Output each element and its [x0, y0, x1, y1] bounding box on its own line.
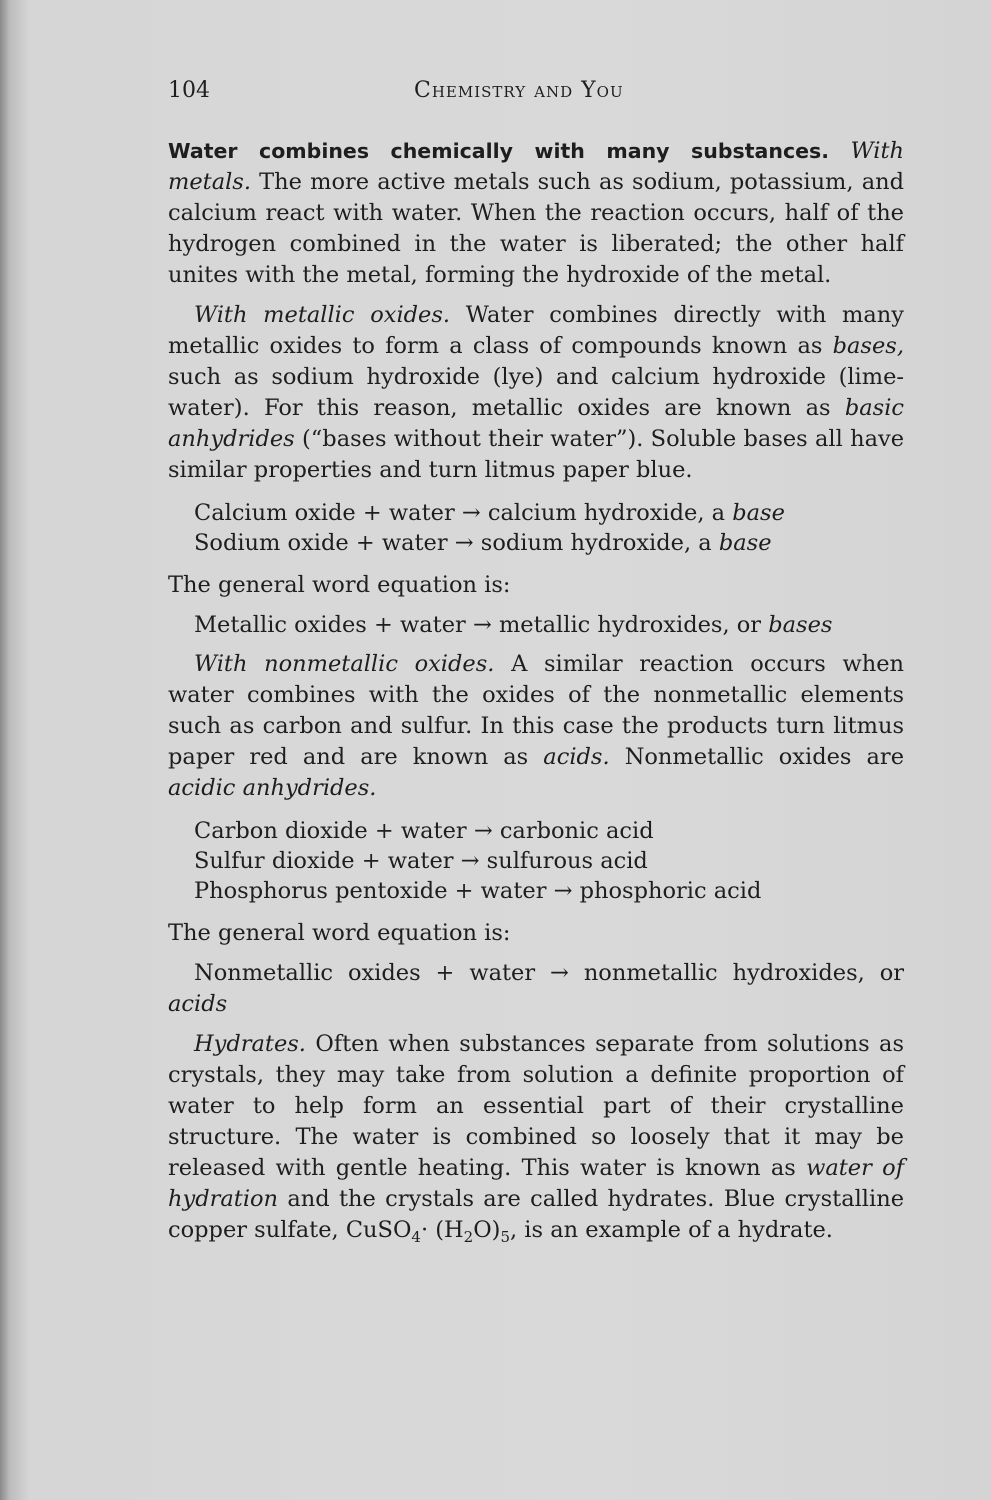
equation-term: bases: [768, 612, 833, 638]
paragraph-text: Nonmetallic oxides are: [624, 744, 905, 770]
paragraph-text: (“bases without their water”). Soluble bases all have similar properties and turn litmus paper blue.: [168, 426, 905, 483]
paragraph-text: Water combines directly with many metallic oxides to form a class of compounds known as: [168, 302, 904, 359]
subheading-with-metals: With metals.: [168, 138, 904, 195]
paragraph-text: A similar reaction occurs when water combines with the oxides of the nonmetallic elements such as carbon and sulfur. In this case the products turn litmus paper red and are known as: [168, 651, 904, 770]
term-basic-anhydrides: basic anhydrides: [168, 395, 904, 452]
page-number: 104: [168, 78, 210, 103]
equations-bases: [168, 498, 904, 558]
subheading-metallic-oxides: With metallic oxides.: [194, 302, 451, 328]
general-equation-label: The general word equation is:: [168, 920, 511, 946]
general-equation-bases: [168, 610, 904, 640]
equation-line: [168, 498, 904, 528]
equation-term: base: [718, 530, 772, 556]
page-header: [168, 78, 904, 112]
equations-acids: [168, 816, 904, 906]
general-equation-label: The general word equation is:: [168, 572, 511, 598]
formula-subscript: 4: [411, 1228, 421, 1246]
term-acids: acids.: [543, 744, 610, 770]
paragraph-hydrates: [168, 1029, 904, 1246]
paragraph-text: such as sodium hydroxide (lye) and calcium hydroxide (lime-water). For this reason, metallic oxides are known as: [168, 364, 904, 421]
chemical-formula: [345, 1217, 510, 1246]
paragraph-text: Often when substances separate from solutions as crystals, they may take from solution a definite proportion of water to help form an essential part of their crystalline structure. The water is combined so loosely that it may be released with gentle heating. This water is known as: [168, 1031, 904, 1181]
subheading-nonmetallic-oxides: With nonmetallic oxides.: [194, 651, 495, 677]
equation-term: acids: [168, 991, 228, 1017]
running-title: Chemistry and You: [414, 78, 624, 103]
paragraph-nonmetallic-oxides: [168, 649, 904, 804]
page-body: [168, 136, 904, 1246]
formula-subscript: 5: [500, 1228, 510, 1246]
equation-text: Nonmetallic oxides + water → nonmetallic hydroxides, or: [194, 960, 904, 986]
term-water-of-hydration: water of hydration: [168, 1155, 905, 1212]
paragraph-text: , is an example of a hydrate.: [510, 1217, 833, 1243]
paragraph-metallic-oxides: [168, 300, 904, 486]
equation-text: Sodium oxide + water → sodium hydroxide, a: [194, 530, 712, 556]
formula-part: O): [473, 1217, 501, 1243]
formula-subscript: 2: [463, 1228, 474, 1246]
equation-term: base: [732, 500, 785, 526]
subheading-hydrates: Hydrates.: [194, 1031, 306, 1057]
equation-line: [168, 528, 904, 558]
general-equation-acids: [168, 958, 904, 1020]
equation-line: Sulfur dioxide + water → sulfurous acid: [194, 848, 648, 874]
paragraph-text: The more active metals such as sodium, potassium, and calcium react with water. When the reaction occurs, half of the hydrogen combined in the water is liberated; the other half unites with the metal, forming the hydroxide of the metal.: [168, 169, 904, 288]
formula-part: · (H: [420, 1217, 464, 1243]
section-heading: Water combines chemically with many substances.: [168, 139, 829, 163]
paragraph-metals: [168, 136, 904, 291]
term-bases: bases,: [832, 333, 904, 359]
equation-line: Carbon dioxide + water → carbonic acid: [194, 818, 654, 844]
term-acidic-anhydrides: acidic anhydrides.: [168, 775, 377, 801]
formula-part: CuSO: [345, 1217, 412, 1243]
equation-text: Metallic oxides + water → metallic hydroxides, or: [194, 612, 762, 638]
equation-line: Phosphorus pentoxide + water → phosphoric acid: [194, 878, 762, 904]
equation-text: Calcium oxide + water → calcium hydroxide, a: [194, 500, 726, 526]
paragraph-text: and the crystals are called hydrates. Blue crystalline copper sulfate,: [168, 1186, 905, 1243]
